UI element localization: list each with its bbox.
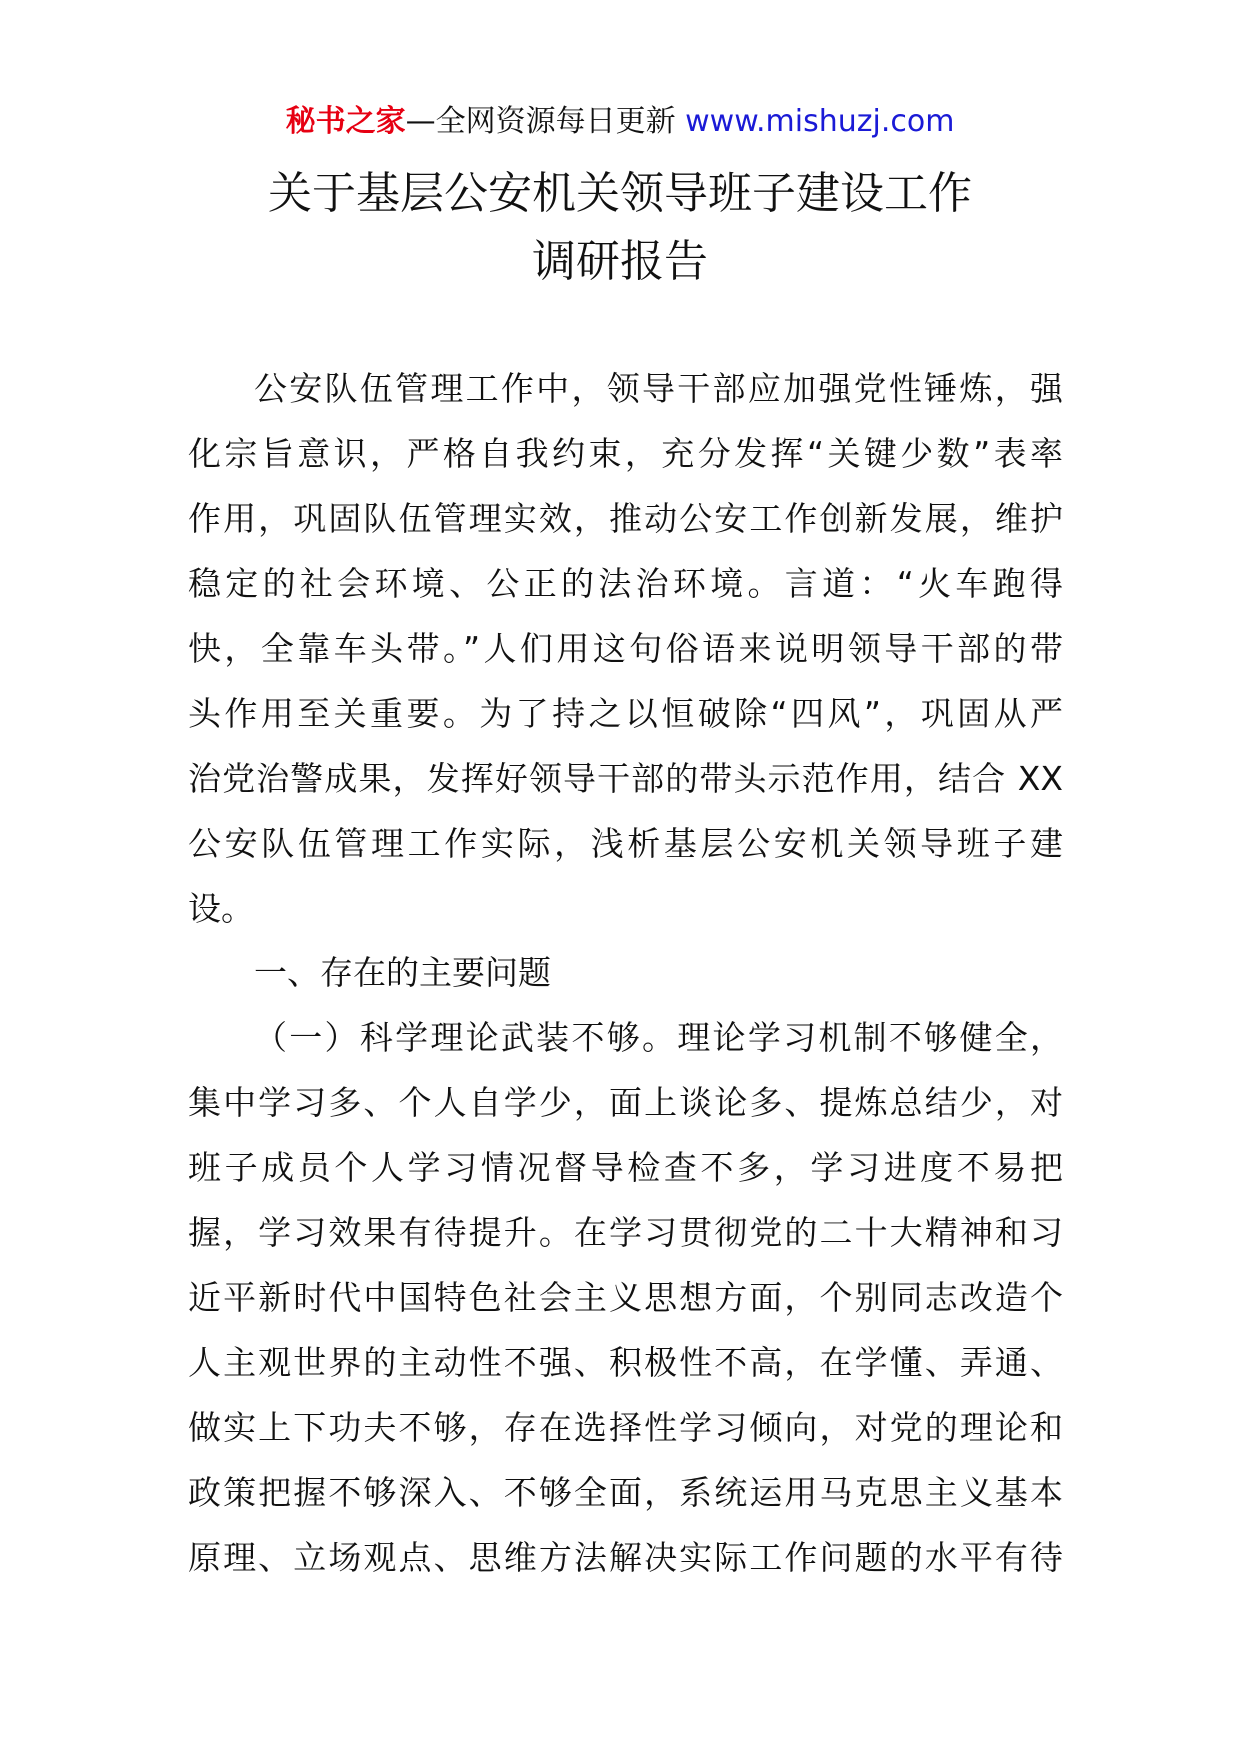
paragraph-line: 人主观世界的主动性不强、积极性不高，在学懂、弄通、 [188, 1343, 1063, 1382]
site-url-link[interactable]: www.mishuzj.com [685, 104, 955, 139]
section-heading-problems [188, 940, 1063, 1005]
section-heading: 一、存在的主要问题 [254, 953, 551, 992]
paragraph-theory [188, 1005, 1063, 1590]
paragraph-line: 设。 [188, 889, 254, 928]
paragraph-line: 原理、立场观点、思维方法解决实际工作问题的水平有待 [188, 1538, 1063, 1577]
paragraph-line: 公安队伍管理工作中，领导干部应加强党性锤炼，强 [254, 369, 1063, 408]
paragraph-intro [188, 356, 1063, 941]
paragraph-line: 头作用至关重要。为了持之以恒破除“四风”，巩固从严 [188, 694, 1063, 733]
paragraph-line: 公安队伍管理工作实际，浅析基层公安机关领导班子建 [188, 824, 1063, 863]
paragraph-line: 作用，巩固队伍管理实效，推动公安工作创新发展，维护 [188, 499, 1063, 538]
site-header [0, 100, 1240, 144]
paragraph-line: （一）科学理论武装不够。理论学习机制不够健全， [254, 1018, 1063, 1057]
paragraph-line: 化宗旨意识，严格自我约束，充分发挥“关键少数”表率 [188, 434, 1063, 473]
paragraph-line: 握，学习效果有待提升。在学习贯彻党的二十大精神和习 [188, 1213, 1063, 1252]
paragraph-line: 政策把握不够深入、不够全面，系统运用马克思主义基本 [188, 1473, 1063, 1512]
document-title-line-2: 调研报告 [532, 236, 708, 287]
site-tagline: —全网资源每日更新 [405, 104, 676, 139]
paragraph-line: 近平新时代中国特色社会主义思想方面，个别同志改造个 [188, 1278, 1063, 1317]
paragraph-line: 做实上下功夫不够，存在选择性学习倾向，对党的理论和 [188, 1408, 1063, 1447]
site-name: 秘书之家 [285, 104, 406, 139]
paragraph-line: 治党治警成果，发挥好领导干部的带头示范作用，结合 XX [188, 759, 1063, 798]
paragraph-line: 快，全靠车头带。”人们用这句俗语来说明领导干部的带 [188, 629, 1063, 668]
paragraph-line: 集中学习多、个人自学少，面上谈论多、提炼总结少，对 [188, 1083, 1063, 1122]
document-title-line-1: 关于基层公安机关领导班子建设工作 [268, 168, 972, 219]
paragraph-line: 稳定的社会环境、公正的法治环境。言道：“火车跑得 [188, 564, 1063, 603]
paragraph-line: 班子成员个人学习情况督导检查不多，学习进度不易把 [188, 1148, 1063, 1187]
